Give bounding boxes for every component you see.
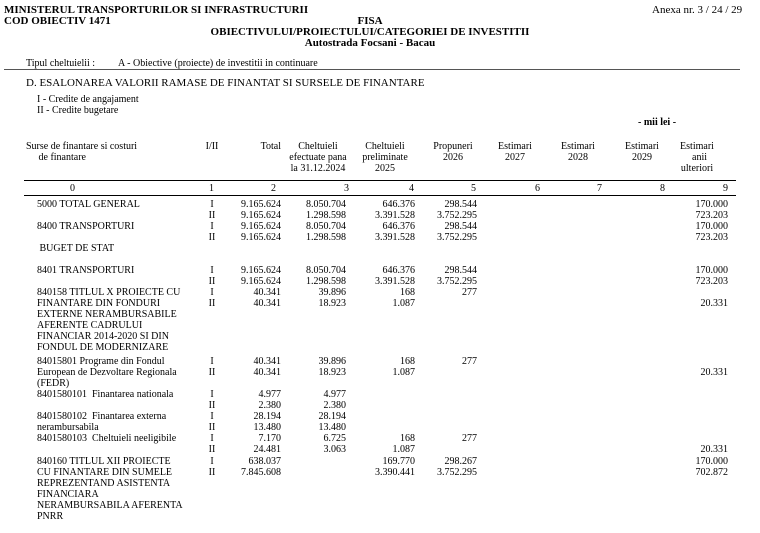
row-later: 723.203 xyxy=(695,276,728,287)
row-credit-type: II xyxy=(208,276,216,287)
col-est-2029: Estimari 2029 xyxy=(625,141,659,163)
row-label: 840158 TITLUL X PROIECTE CU xyxy=(37,287,181,298)
row-spent: 8.050.704 xyxy=(306,199,346,210)
table-row xyxy=(0,422,760,433)
row-label: FINANCIARA xyxy=(37,489,99,500)
row-prelim: 168 xyxy=(400,287,415,298)
col-source: Surse de finantare si costuri de finantare xyxy=(26,141,138,163)
table-row xyxy=(0,356,760,367)
legend-budget: II - Credite bugetare xyxy=(37,105,119,116)
table-row xyxy=(0,411,760,422)
row-credit-type: II xyxy=(208,444,216,455)
table-row xyxy=(0,478,760,489)
col-num-5: 5 xyxy=(471,183,476,194)
row-total: 40.341 xyxy=(253,298,281,309)
col-num-8: 8 xyxy=(660,183,665,194)
table-row xyxy=(0,511,760,522)
row-spent: 1.298.598 xyxy=(306,276,346,287)
row-credit-type: II xyxy=(208,400,216,411)
col-num-4: 4 xyxy=(409,183,414,194)
row-label: 84015801 Programe din Fondul xyxy=(37,356,165,367)
row-proposal: 298.544 xyxy=(444,221,477,232)
row-label: FONDUL DE MODERNIZARE xyxy=(37,342,169,353)
row-proposal: 298.544 xyxy=(444,199,477,210)
row-label: (FEDR) xyxy=(37,378,70,389)
table-row xyxy=(0,433,760,444)
table-row xyxy=(0,265,760,276)
table-row xyxy=(0,500,760,511)
row-credit-type: II xyxy=(208,367,216,378)
row-label: 8401580101 Finantarea nationala xyxy=(37,389,174,400)
row-credit-type: I xyxy=(210,356,214,367)
row-label: 8401580103 Cheltuieli neeligibile xyxy=(37,433,177,444)
annex-number: Anexa nr. 3 / 24 / 29 xyxy=(652,4,743,16)
row-total: 638.037 xyxy=(248,456,281,467)
row-total: 24.481 xyxy=(253,444,281,455)
col-num-1: 1 xyxy=(209,183,214,194)
row-total: 9.165.624 xyxy=(241,265,281,276)
row-proposal: 3.752.295 xyxy=(437,210,477,221)
table-row xyxy=(0,367,760,378)
row-spent: 4.977 xyxy=(323,389,346,400)
col-prelim: Cheltuieli preliminate 2025 xyxy=(362,141,408,174)
table-row xyxy=(0,210,760,221)
row-spent: 2.380 xyxy=(323,400,346,411)
row-total: 28.194 xyxy=(253,411,281,422)
table-row xyxy=(0,456,760,467)
row-credit-type: I xyxy=(210,411,214,422)
row-prelim: 646.376 xyxy=(382,265,415,276)
row-credit-type: I xyxy=(210,265,214,276)
column-number-row xyxy=(0,183,760,194)
row-spent: 3.063 xyxy=(323,444,346,455)
sheet-title: FISA xyxy=(357,15,383,27)
table-header-bottom-rule xyxy=(24,195,736,196)
row-label: BUGET DE STAT xyxy=(37,243,115,254)
row-spent: 18.923 xyxy=(318,298,346,309)
row-label: 8400 TRANSPORTURI xyxy=(37,221,135,232)
row-prelim: 1.087 xyxy=(392,298,415,309)
row-credit-type: I xyxy=(210,221,214,232)
row-total: 40.341 xyxy=(253,356,281,367)
row-label: 8401 TRANSPORTURI xyxy=(37,265,135,276)
row-credit-type: I xyxy=(210,287,214,298)
row-later: 20.331 xyxy=(700,444,728,455)
row-total: 40.341 xyxy=(253,367,281,378)
row-credit-type: I xyxy=(210,456,214,467)
row-later: 723.203 xyxy=(695,210,728,221)
row-spent: 8.050.704 xyxy=(306,265,346,276)
col-num-3: 3 xyxy=(344,183,349,194)
row-label: 5000 TOTAL GENERAL xyxy=(37,199,140,210)
row-total: 7.170 xyxy=(258,433,281,444)
row-label: EXTERNE NERAMBURSABILE xyxy=(37,309,177,320)
row-later: 723.203 xyxy=(695,232,728,243)
row-later: 20.331 xyxy=(700,367,728,378)
row-label: AFERENTE CADRULUI xyxy=(37,320,143,331)
row-prelim: 169.770 xyxy=(382,456,415,467)
row-proposal: 3.752.295 xyxy=(437,232,477,243)
row-prelim: 168 xyxy=(400,356,415,367)
row-later: 702.872 xyxy=(695,467,728,478)
row-spent: 39.896 xyxy=(318,356,346,367)
row-spent: 1.298.598 xyxy=(306,232,346,243)
row-credit-type: II xyxy=(208,298,216,309)
row-label: FINANCIAR 2014-2020 SI DIN xyxy=(37,331,169,342)
row-total: 9.165.624 xyxy=(241,232,281,243)
row-credit-type: II xyxy=(208,210,216,221)
table-row xyxy=(0,342,760,353)
row-total: 4.977 xyxy=(258,389,281,400)
table-row xyxy=(0,309,760,320)
row-prelim: 3.391.528 xyxy=(375,276,415,287)
row-prelim: 646.376 xyxy=(382,199,415,210)
row-later: 170.000 xyxy=(695,265,728,276)
row-label: nerambursabila xyxy=(37,422,99,433)
row-later: 20.331 xyxy=(700,298,728,309)
table-row xyxy=(0,400,760,411)
row-credit-type: II xyxy=(208,467,216,478)
header-divider xyxy=(4,69,740,70)
row-later: 170.000 xyxy=(695,199,728,210)
col-num-6: 6 xyxy=(535,183,540,194)
row-label: FINANTARE DIN FONDURI xyxy=(37,298,161,309)
project-name: Autostrada Focsani - Bacau xyxy=(304,37,436,49)
row-total: 40.341 xyxy=(253,287,281,298)
table-row xyxy=(0,221,760,232)
row-later: 170.000 xyxy=(695,221,728,232)
row-credit-type: I xyxy=(210,389,214,400)
row-prelim: 1.087 xyxy=(392,444,415,455)
row-prelim: 3.390.441 xyxy=(375,467,415,478)
table-row xyxy=(0,389,760,400)
row-label: CU FINANTARE DIN SUMELE xyxy=(37,467,173,478)
row-prelim: 3.391.528 xyxy=(375,210,415,221)
row-proposal: 277 xyxy=(462,433,477,444)
table-row xyxy=(0,287,760,298)
row-proposal: 3.752.295 xyxy=(437,276,477,287)
row-label: NERAMBURSABILA AFERENTA xyxy=(37,500,183,511)
col-est-2027: Estimari 2027 xyxy=(498,141,532,163)
col-num-0: 0 xyxy=(70,183,75,194)
table-row xyxy=(0,232,760,243)
col-spent: Cheltuieli efectuate pana la 31.12.2024 xyxy=(289,141,347,174)
table-row xyxy=(0,276,760,287)
row-credit-type: II xyxy=(208,422,216,433)
table-row xyxy=(0,199,760,210)
row-label: REPREZENTAND ASISTENTA xyxy=(37,478,171,489)
row-total: 2.380 xyxy=(258,400,281,411)
ministry-name: MINISTERUL TRANSPORTURILOR SI INFRASTRUCTURII xyxy=(4,4,309,16)
row-spent: 13.480 xyxy=(318,422,346,433)
row-prelim: 646.376 xyxy=(382,221,415,232)
row-label: PNRR xyxy=(37,511,64,522)
table-header-top-rule xyxy=(24,180,736,181)
table-row xyxy=(0,467,760,478)
col-i-ii: I/II xyxy=(205,141,219,152)
unit-label: - mii lei - xyxy=(638,117,677,128)
table-row xyxy=(0,320,760,331)
row-total: 9.165.624 xyxy=(241,199,281,210)
row-spent: 6.725 xyxy=(323,433,346,444)
objective-code: COD OBIECTIV 1471 xyxy=(4,15,111,27)
table-row xyxy=(0,331,760,342)
row-credit-type: I xyxy=(210,199,214,210)
row-total: 7.845.608 xyxy=(241,467,281,478)
row-total: 9.165.624 xyxy=(241,210,281,221)
col-est-later: Estimari anii ulteriori xyxy=(680,141,714,174)
legend-commitment: I - Credite de angajament xyxy=(37,94,139,105)
table-row xyxy=(0,489,760,500)
col-est-2028: Estimari 2028 xyxy=(561,141,595,163)
table-row xyxy=(0,298,760,309)
row-proposal: 298.544 xyxy=(444,265,477,276)
col-num-2: 2 xyxy=(271,183,276,194)
col-num-7: 7 xyxy=(597,183,602,194)
row-spent: 39.896 xyxy=(318,287,346,298)
table-row xyxy=(0,444,760,455)
row-label: 840160 TITLUL XII PROIECTE xyxy=(37,456,171,467)
table-row xyxy=(0,378,760,389)
row-credit-type: I xyxy=(210,433,214,444)
sheet-subtitle: OBIECTIVULUI/PROIECTULUI/CATEGORIEI DE INVESTITII xyxy=(210,26,530,38)
row-spent: 8.050.704 xyxy=(306,221,346,232)
row-label: 8401580102 Finantarea externa xyxy=(37,411,167,422)
col-proposal: Propuneri 2026 xyxy=(433,141,473,163)
expense-type-value: A - Obiective (proiecte) de investitii in continuare xyxy=(118,58,318,69)
row-spent: 1.298.598 xyxy=(306,210,346,221)
section-title: D. ESALONAREA VALORII RAMASE DE FINANTAT SI SURSELE DE FINANTARE xyxy=(26,77,425,89)
table-row xyxy=(0,243,760,254)
row-total: 13.480 xyxy=(253,422,281,433)
row-later: 170.000 xyxy=(695,456,728,467)
row-spent: 28.194 xyxy=(318,411,346,422)
col-total: Total xyxy=(260,141,281,152)
row-prelim: 168 xyxy=(400,433,415,444)
row-prelim: 1.087 xyxy=(392,367,415,378)
expense-type-label: Tipul cheltuielii : xyxy=(26,58,96,69)
row-label: European de Dezvoltare Regionala xyxy=(37,367,177,378)
row-total: 9.165.624 xyxy=(241,221,281,232)
row-total: 9.165.624 xyxy=(241,276,281,287)
row-proposal: 277 xyxy=(462,356,477,367)
row-proposal: 277 xyxy=(462,287,477,298)
row-proposal: 298.267 xyxy=(444,456,477,467)
row-credit-type: II xyxy=(208,232,216,243)
row-spent: 18.923 xyxy=(318,367,346,378)
row-proposal: 3.752.295 xyxy=(437,467,477,478)
col-num-9: 9 xyxy=(723,183,728,194)
row-prelim: 3.391.528 xyxy=(375,232,415,243)
